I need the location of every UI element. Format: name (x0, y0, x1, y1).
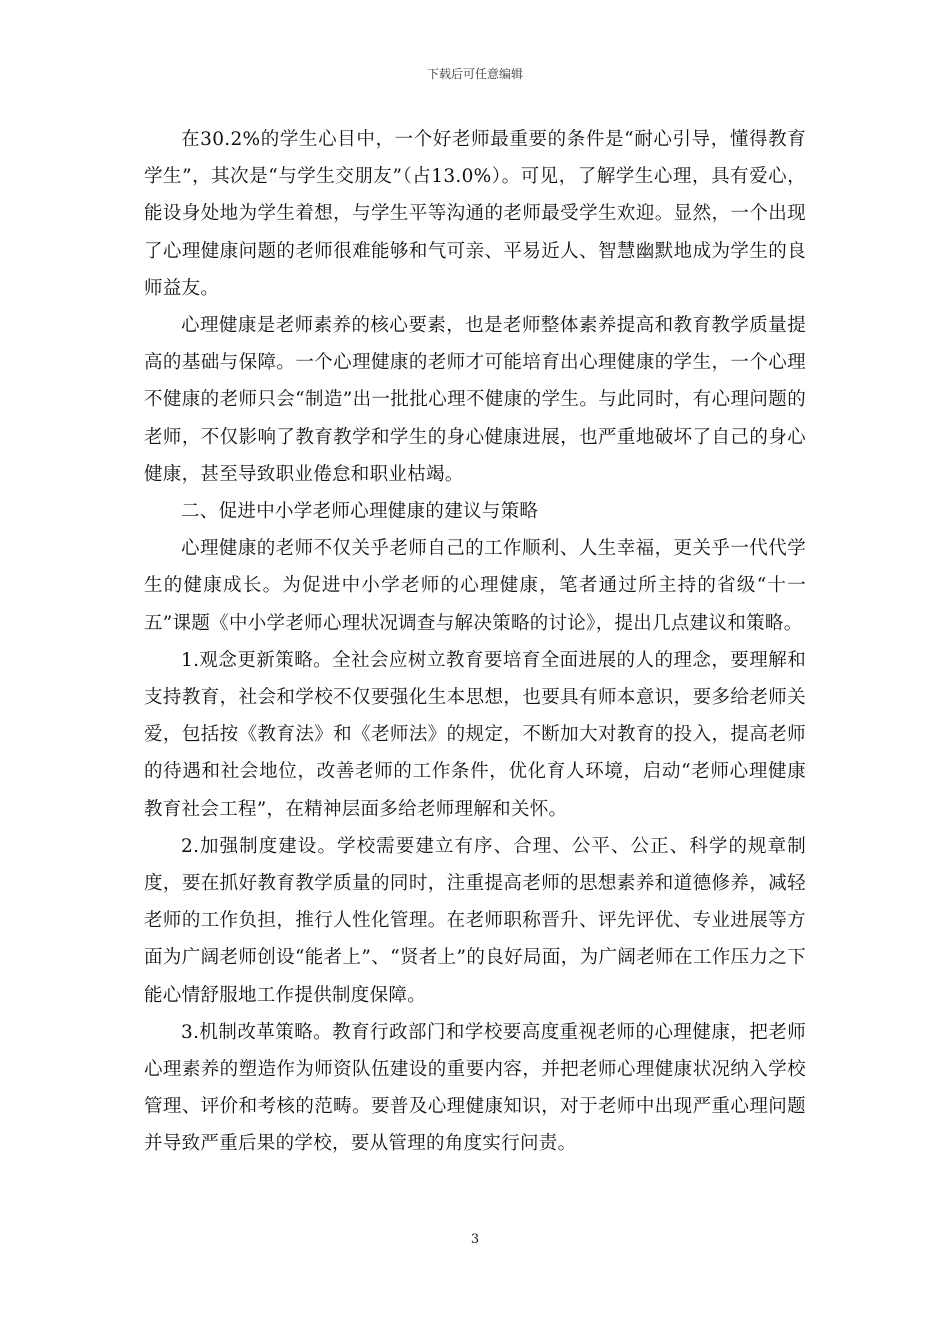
paragraph-strategy-1: 1.观念更新策略。全社会应树立教育要培育全面进展的人的理念，要理解和支持教育，社会和学校不仅要强化生本思想，也要具有师本意识，要多给老师关爱，包括按《教育法》和《老师法》的规定，不断加大对教育的投入，提高老师的待遇和社会地位，改善老师的工作条件，优化育人环境，启动“老师心理健康教育社会工程”，在精神层面多给老师理解和关怀。 (144, 649, 806, 820)
section-heading-suggestions: 二、促进中小学老师心理健康的建议与策略 (181, 501, 539, 523)
paragraph-strategy-3: 3.机制改革策略。教育行政部门和学校要高度重视老师的心理健康，把老师心理素养的塑造作为师资队伍建设的重要内容，并把老师心理健康状况纳入学校管理、评价和考核的范畴。要普及心理健康知识，对于老师中出现严重心理问题并导致严重后果的学校，要从管理的角度实行问责。 (144, 1021, 806, 1155)
paragraph-mental-health-core: 心理健康是老师素养的核心要素，也是老师整体素养提高和教育教学质量提高的基础与保障。一个心理健康的老师才可能培育出心理健康的学生，一个心理不健康的老师只会“制造”出一批批心理不健康的学生。与此同时，有心理问题的老师，不仅影响了教育教学和学生的身心健康进展，也严重地破坏了自己的身心健康，甚至导致职业倦怠和职业枯竭。 (144, 315, 806, 485)
document-body (144, 121, 806, 1163)
paragraph-intro-suggestions: 心理健康的老师不仅关乎老师自己的工作顺利、人生幸福，更关乎一代代学生的健康成长。为促进中小学老师的心理健康，笔者通过所主持的省级“十一五”课题《中小学老师心理状况调查与解决策略的讨论》，提出几点建议和策略。 (144, 538, 806, 634)
paragraph-strategy-2: 2.加强制度建设。学校需要建立有序、合理、公平、公正、科学的规章制度，要在抓好教育教学质量的同时，注重提高老师的思想素养和道德修养，减轻老师的工作负担，推行人性化管理。在老师职称晋升、评先评优、专业进展等方面为广阔老师创设“能者上”、“贤者上”的良好局面，为广阔老师在工作压力之下能心情舒服地工作提供制度保障。 (144, 835, 806, 1006)
paragraph-survey-result: 在30.2%的学生心目中，一个好老师最重要的条件是“耐心引导，懂得教育学生”，其次是“与学生交朋友”（占13.0%）。可见，了解学生心理，具有爱心，能设身处地为学生着想，与学生平等沟通的老师最受学生欢迎。显然，一个出现了心理健康问题的老师很难能够和气可亲、平易近人、智慧幽默地成为学生的良师益友。 (144, 129, 806, 299)
page-header: 下载后可任意编辑 (426, 67, 523, 81)
page-number: 3 (470, 1232, 480, 1247)
